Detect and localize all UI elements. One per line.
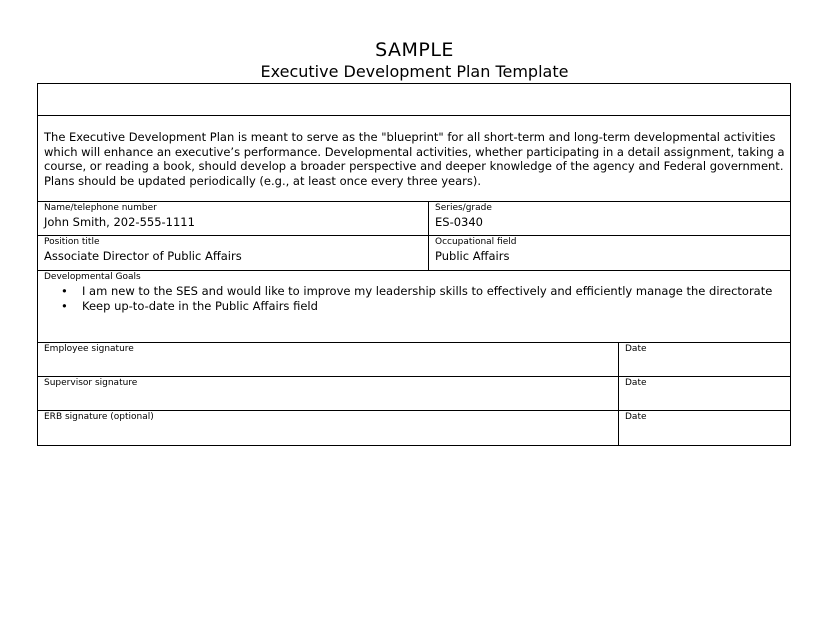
development-plan-form [37, 83, 791, 446]
goals-label: Developmental Goals [44, 272, 141, 282]
erb-signature-label: ERB signature (optional) [44, 412, 154, 422]
occupation-label: Occupational field [435, 237, 517, 247]
goal-item [61, 284, 773, 299]
goals-list [61, 284, 773, 314]
supervisor-signature-label: Supervisor signature [44, 378, 138, 388]
name-value: John Smith, 202-555-1111 [44, 215, 195, 229]
supervisor-date-cell[interactable] [618, 377, 790, 410]
series-label: Series/grade [435, 203, 492, 213]
employee-signature-cell[interactable] [38, 343, 618, 376]
erb-date-cell[interactable] [618, 411, 790, 445]
goal-text: Keep up-to-date in the Public Affairs field [82, 299, 318, 313]
employee-signature-row [38, 343, 790, 377]
bullet-icon: • [61, 284, 68, 298]
goals-row[interactable] [38, 271, 790, 343]
supervisor-signature-row [38, 377, 790, 411]
position-occupation-row [38, 236, 790, 271]
goal-text: I am new to the SES and would like to improve my leadership skills to effectively and efficiently manage the directorate [82, 284, 773, 298]
blank-header-row [38, 84, 790, 116]
supervisor-date-label: Date [625, 378, 647, 388]
name-series-row [38, 202, 790, 236]
intro-row [38, 116, 790, 202]
bullet-icon: • [61, 299, 68, 313]
document-subtitle: Executive Development Plan Template [260, 62, 569, 81]
erb-date-label: Date [625, 412, 647, 422]
employee-date-label: Date [625, 344, 647, 354]
intro-text: The Executive Development Plan is meant to serve as the "blueprint" for all short-term and long-term developmental activities which will enhance an executive’s performance. Developmental activities, whether participating in a detail assignment, taking a course, or reading a book, should develop a broader perspective and deeper knowledge of the agency and Federal government. Plans should be updated periodically (e.g., at least once every three years). [44, 130, 785, 188]
occupation-value: Public Affairs [435, 249, 510, 263]
series-value: ES-0340 [435, 215, 483, 229]
employee-signature-label: Employee signature [44, 344, 134, 354]
document-title: SAMPLE [375, 39, 454, 61]
occupation-cell[interactable] [428, 236, 790, 270]
position-cell[interactable] [38, 236, 428, 270]
position-label: Position title [44, 237, 100, 247]
erb-signature-row [38, 411, 790, 445]
name-cell[interactable] [38, 202, 428, 235]
supervisor-signature-cell[interactable] [38, 377, 618, 410]
position-value: Associate Director of Public Affairs [44, 249, 242, 263]
erb-signature-cell[interactable] [38, 411, 618, 445]
series-cell[interactable] [428, 202, 790, 235]
goal-item [61, 299, 772, 314]
name-label: Name/telephone number [44, 203, 157, 213]
employee-date-cell[interactable] [618, 343, 790, 376]
